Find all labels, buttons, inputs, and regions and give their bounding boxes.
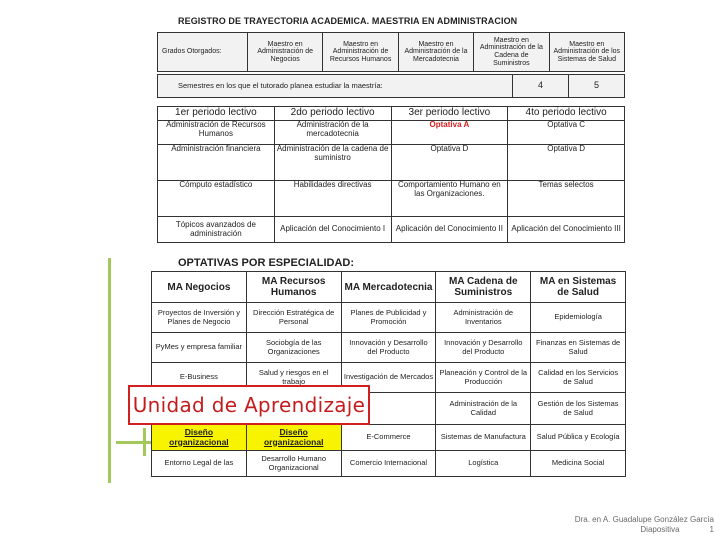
periodo-cell: Optativa C bbox=[508, 121, 625, 145]
optativa-cell: Administración de la Calidad bbox=[436, 393, 531, 425]
grado-item: Maestro en Administración de los Sistemas de Salud bbox=[549, 33, 624, 72]
periodo-cell: Administración de la cadena de suministro bbox=[274, 145, 391, 181]
semestre-value: 4 bbox=[513, 75, 569, 98]
especialidad-header: MA Recursos Humanos bbox=[246, 272, 341, 303]
grado-item: Maestro en Administración de la Cadena de Suministros bbox=[474, 33, 549, 72]
periodo-cell: Administración de Recursos Humanos bbox=[158, 121, 275, 145]
optativa-cell: Innovación y Desarrollo del Producto bbox=[341, 333, 436, 363]
optativa-cell: Comercio Internacional bbox=[341, 451, 436, 477]
grados-table bbox=[157, 32, 625, 72]
periodo-header: 1er periodo lectivo bbox=[158, 107, 275, 121]
periodo-header: 2do periodo lectivo bbox=[274, 107, 391, 121]
unidad-aprendizaje-callout bbox=[128, 385, 370, 425]
especialidad-header: MA en Sistemas de Salud bbox=[531, 272, 626, 303]
periodo-header: 3er periodo lectivo bbox=[391, 107, 508, 121]
grado-item: Maestro en Administración de la Mercadotecnia bbox=[398, 33, 473, 72]
optativa-cell: Proyectos de Inversión y Planes de Negocio bbox=[152, 303, 247, 333]
especialidad-header: MA Negocios bbox=[152, 272, 247, 303]
callout-text: Unidad de Aprendizaje bbox=[132, 393, 366, 417]
periodo-header: 4to periodo lectivo bbox=[508, 107, 625, 121]
accent-bar-vertical bbox=[108, 258, 111, 483]
periodo-cell: Optativa D bbox=[508, 145, 625, 181]
optativa-cell-highlighted: Diseño organizacional bbox=[152, 425, 247, 451]
optativa-cell: Desarrollo Humano Organizacional bbox=[246, 451, 341, 477]
periodos-table bbox=[157, 106, 625, 243]
slide-footer bbox=[575, 515, 714, 535]
optativa-cell: Salud Pública y Ecología bbox=[531, 425, 626, 451]
footer-author: Dra. en A. Guadalupe González García bbox=[574, 515, 714, 524]
optativa-cell: Planeación y Control de la Producción bbox=[436, 363, 531, 393]
optativa-cell: Investigación de Mercados bbox=[341, 363, 436, 393]
footer-slide-number: 1 bbox=[709, 525, 714, 534]
document-title: REGISTRO DE TRAYECTORIA ACADEMICA. MAESTRIA EN ADMINISTRACION bbox=[178, 16, 518, 26]
optativa-cell: Logística bbox=[436, 451, 531, 477]
grado-item: Maestro en Administración de Negocios bbox=[248, 33, 323, 72]
semestres-label: Semestres en los que el tutorado planea estudiar la maestría: bbox=[158, 75, 513, 98]
optativa-cell: Finanzas en Sistemas de Salud bbox=[531, 333, 626, 363]
especialidad-header: MA Mercadotecnia bbox=[341, 272, 436, 303]
periodo-cell: Cómputo estadístico bbox=[158, 181, 275, 217]
optativa-cell: Innovación y Desarrollo del Producto bbox=[436, 333, 531, 363]
periodo-cell: Optativa D bbox=[391, 145, 508, 181]
optativa-cell: E-Business bbox=[152, 363, 247, 393]
accent-bar-short bbox=[143, 428, 146, 456]
periodo-cell-optativa-a: Optativa A bbox=[391, 121, 508, 145]
optativa-cell: Calidad en los Servicios de Salud bbox=[531, 363, 626, 393]
optativa-cell-highlighted: Diseño organizacional bbox=[246, 425, 341, 451]
optativa-cell: Gestión de los Sistemas de Salud bbox=[531, 393, 626, 425]
periodo-cell: Aplicación del Conocimiento III bbox=[508, 217, 625, 243]
optativa-cell: Epidemiología bbox=[531, 303, 626, 333]
optativa-cell: Sociobgía de las Organizaciones bbox=[246, 333, 341, 363]
semestres-table bbox=[157, 74, 625, 98]
optativa-cell: Administración de Inventarios bbox=[436, 303, 531, 333]
periodo-cell: Comportamiento Humano en las Organizaciones. bbox=[391, 181, 508, 217]
optativa-cell: Salud y riesgos en el trabajo bbox=[246, 363, 341, 393]
footer-slide-label: Diapositiva bbox=[640, 525, 680, 534]
optativa-cell: Medicina Social bbox=[531, 451, 626, 477]
optativa-cell: PyMes y empresa familiar bbox=[152, 333, 247, 363]
periodo-cell: Aplicación del Conocimiento II bbox=[391, 217, 508, 243]
optativa-cell: Entorno Legal de las bbox=[152, 451, 247, 477]
grados-label: Grados Otorgados: bbox=[158, 33, 248, 72]
optativas-table bbox=[151, 271, 626, 477]
optativa-cell: Sistemas de Manufactura bbox=[436, 425, 531, 451]
periodo-cell: Temas selectos bbox=[508, 181, 625, 217]
periodo-cell: Aplicación del Conocimiento I bbox=[274, 217, 391, 243]
optativa-cell: Dirección Estratégica de Personal bbox=[246, 303, 341, 333]
periodo-cell: Habilidades directivas bbox=[274, 181, 391, 217]
periodo-cell: Administración financiera bbox=[158, 145, 275, 181]
periodo-cell: Tópicos avanzados de administración bbox=[158, 217, 275, 243]
optativa-cell: E-Commerce bbox=[341, 425, 436, 451]
optativas-title: OPTATIVAS POR ESPECIALIDAD: bbox=[178, 257, 355, 269]
periodo-cell: Administración de la mercadotecnia bbox=[274, 121, 391, 145]
optativa-cell: Planes de Publicidad y Promoción bbox=[341, 303, 436, 333]
especialidad-header: MA Cadena de Suministros bbox=[436, 272, 531, 303]
grado-item: Maestro en Administración de Recursos Humanos bbox=[323, 33, 398, 72]
semestre-value: 5 bbox=[569, 75, 625, 98]
